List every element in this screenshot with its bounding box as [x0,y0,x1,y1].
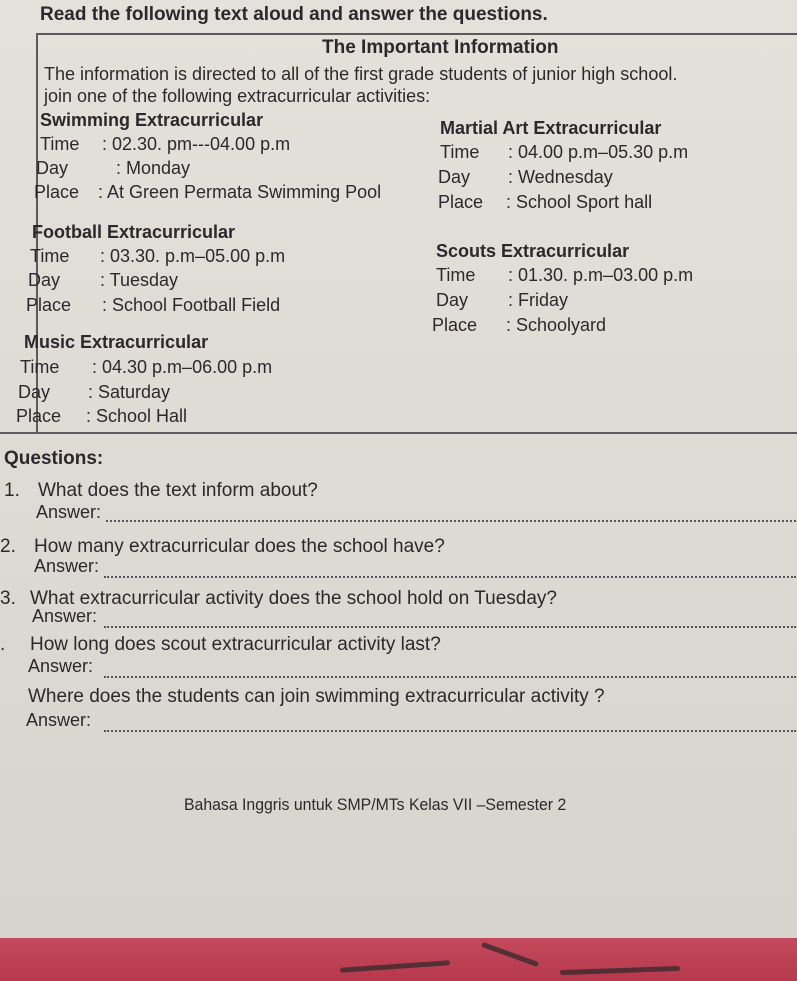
time-label: Time [20,357,60,377]
time-value: : 04.30 p.m–06.00 p.m [92,357,273,377]
activity-place-row [16,406,187,427]
activity-title: Music Extracurricular [24,332,209,352]
activity-title: Martial Art Extracurricular [440,118,662,138]
answer-line[interactable] [104,626,796,628]
answer-line[interactable] [106,520,796,522]
activity-day-row [36,158,190,179]
time-label: Time [440,142,480,162]
day-label: Day [18,382,51,402]
time-label: Time [40,134,80,154]
notice-title: The Important Information [322,37,559,58]
time-value: : 02.30. pm---04.00 p.m [102,134,291,154]
activity-time-row [20,357,272,378]
pink-fabric-background [0,938,797,981]
day-value: : Saturday [88,382,171,402]
activity-place-row [34,182,381,203]
activity-time-row [436,265,693,286]
place-value: : School Sport hall [506,192,653,212]
day-value: : Tuesday [100,270,179,290]
pen-stroke [481,942,539,967]
day-label: Day [28,270,61,290]
activity-time-row [30,246,285,267]
answer-label: Answer: [32,606,98,626]
place-label: Place [34,182,80,202]
intro-line-2: join one of the following extracurricular activities: [44,86,431,106]
place-label: Place [438,192,484,212]
day-value: : Monday [116,158,191,178]
place-value: : Schoolyard [506,315,607,335]
question-text: Where does the students can join swimming extracurricular activity ? [28,686,605,707]
question-text: 1. What does the text inform about? [4,480,318,501]
activity-time-row [440,142,688,163]
day-value: : Wednesday [508,167,613,187]
time-value: : 01.30. p.m–03.00 p.m [508,265,694,285]
question-number: 2. [0,536,16,557]
activity-day-row [436,290,568,311]
notice-box-top-border [36,33,797,35]
time-value: : 04.00 p.m–05.30 p.m [508,142,689,162]
day-value: : Friday [508,290,569,310]
place-value: : School Hall [86,406,188,426]
day-label: Day [438,167,471,187]
answer-line[interactable] [104,730,796,732]
pen-stroke [560,966,680,975]
questions-heading: Questions: [4,448,104,469]
notice-intro [44,63,677,107]
pen-stroke [340,960,450,973]
day-label: Day [36,158,69,178]
place-value: : School Football Field [102,295,281,315]
question-text: 3. What extracurricular activity does the school hold on Tuesday? [0,588,557,609]
book-footer: Bahasa Inggris untuk SMP/MTs Kelas VII –Semester 2 [184,795,567,814]
time-label: Time [30,246,70,266]
question-number: . [0,634,6,655]
instruction-heading: Read the following text aloud and answer the questions. [40,4,548,25]
answer-label: Answer: [26,710,92,730]
answer-label: Answer: [36,502,102,522]
answer-line[interactable] [104,576,796,578]
question-text: . How long does scout extracurricular activity last? [0,634,441,655]
question-number: 1. [4,480,20,501]
place-label: Place [16,406,62,426]
activity-title: Scouts Extracurricular [436,241,630,261]
activity-day-row [438,167,613,188]
answer-label: Answer: [28,656,94,676]
question-text: 2. How many extracurricular does the school have? [0,536,445,557]
activity-place-row [438,192,652,213]
time-label: Time [436,265,476,285]
question-number: 3. [0,588,16,609]
activity-title: Football Extracurricular [32,222,236,242]
day-label: Day [436,290,469,310]
place-value: : At Green Permata Swimming Pool [98,182,382,202]
place-label: Place [432,315,478,335]
activity-title: Swimming Extracurricular [40,110,264,130]
time-value: : 03.30. p.m–05.00 p.m [100,246,286,266]
answer-line[interactable] [104,676,796,678]
place-label: Place [26,295,72,315]
activity-place-row [26,295,280,316]
activity-day-row [18,382,170,403]
answer-label: Answer: [34,556,100,576]
notice-box-bottom-border [0,432,797,434]
activity-day-row [28,270,178,291]
activity-time-row [40,134,290,155]
intro-line-1: The information is directed to all of the first grade students of junior high school. [44,64,678,84]
activity-place-row [432,315,606,336]
